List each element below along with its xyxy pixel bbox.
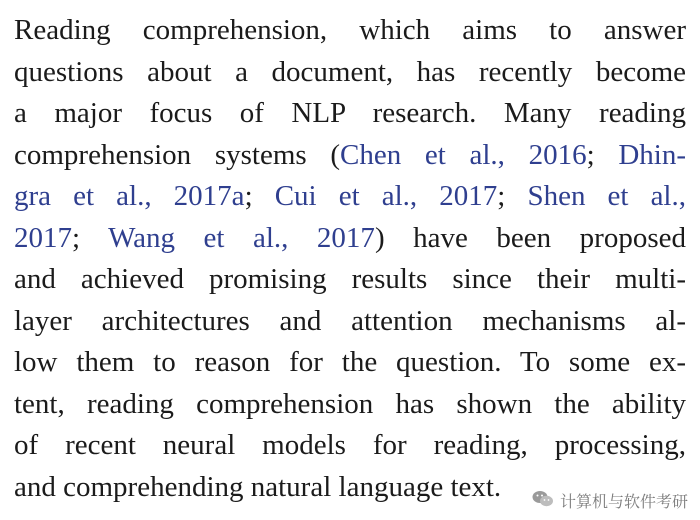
watermark bbox=[528, 487, 692, 514]
text-line bbox=[14, 52, 686, 94]
text-segment: and achieved promising results since their multi- bbox=[14, 263, 686, 295]
text-segment: ; bbox=[72, 221, 109, 254]
text-line bbox=[14, 135, 686, 177]
text-line bbox=[14, 259, 686, 301]
text-segment: a major focus of NLP research. Many reading bbox=[14, 97, 686, 129]
text-line bbox=[14, 301, 686, 343]
text-line bbox=[14, 218, 686, 260]
citation-link[interactable]: gra et al., 2017a bbox=[14, 180, 245, 212]
citation-link[interactable]: 2017 bbox=[14, 221, 72, 254]
text-segment: ; bbox=[497, 180, 528, 212]
text-segment: and comprehending natural language text. bbox=[14, 470, 502, 503]
citation-link[interactable]: Chen et al., 2016 bbox=[340, 138, 587, 171]
paragraph-text bbox=[14, 10, 686, 508]
text-line bbox=[14, 384, 686, 426]
citation-link[interactable]: Cui et al., 2017 bbox=[274, 180, 498, 212]
text-segment: low them to reason for the question. To some ex- bbox=[14, 346, 686, 378]
text-segment: ) have been proposed bbox=[374, 221, 686, 254]
text-segment: questions about a document, has recently become bbox=[14, 55, 686, 88]
text-segment: ; bbox=[244, 180, 275, 212]
text-segment: comprehension systems ( bbox=[14, 138, 341, 171]
text-line bbox=[14, 425, 686, 467]
text-line bbox=[14, 176, 686, 218]
text-segment: layer architectures and attention mechanisms al- bbox=[14, 304, 686, 337]
text-line bbox=[14, 342, 686, 384]
text-segment: of recent neural models for reading, processing, bbox=[14, 429, 686, 461]
text-line bbox=[14, 93, 686, 135]
text-line bbox=[14, 10, 686, 52]
citation-link[interactable]: Shen et al., bbox=[527, 180, 686, 212]
watermark-label: 计算机与软件考研 bbox=[559, 492, 688, 511]
text-segment: ; bbox=[586, 138, 619, 171]
text-segment: Reading comprehension, which aims to answer bbox=[14, 14, 686, 46]
text-segment: tent, reading comprehension has shown the ability bbox=[14, 387, 686, 420]
wechat-icon bbox=[532, 490, 554, 512]
citation-link[interactable]: Dhin- bbox=[618, 138, 687, 171]
citation-link[interactable]: Wang et al., 2017 bbox=[108, 221, 375, 254]
